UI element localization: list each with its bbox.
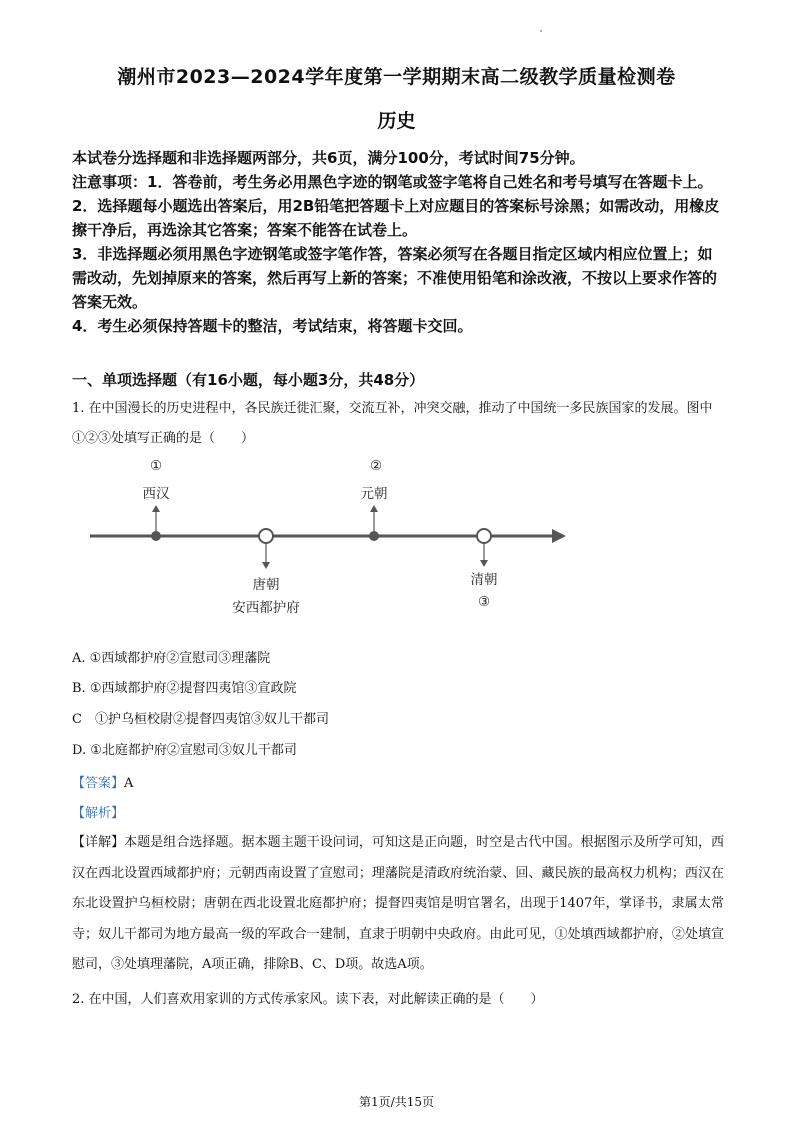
timeline-diagram	[86, 448, 576, 628]
scan-dot	[540, 30, 542, 32]
exam-instructions	[72, 146, 724, 338]
timeline-label-yuan: 元朝	[360, 486, 388, 502]
timeline-arrow-icon	[552, 529, 566, 543]
up-arrow-icon	[370, 505, 378, 512]
timeline-dot-qing	[477, 529, 491, 543]
analysis-tag: 【解析】	[72, 806, 125, 821]
instruction-line: 本试卷分选择题和非选择题两部分，共6页，满分100分，考试时间75分钟。	[72, 149, 585, 167]
answer-tag: 【答案】	[72, 776, 125, 791]
timeline-label-tang: 唐朝	[252, 577, 280, 593]
answer-line	[72, 772, 133, 791]
analysis-line	[72, 802, 124, 821]
timeline-label-xihan: 西汉	[142, 486, 170, 502]
timeline-dot-tang	[259, 529, 273, 543]
exam-subject: 历史	[377, 110, 416, 132]
timeline-label-anxi: 安西都护府	[232, 600, 300, 616]
timeline-marker-2: ②	[369, 458, 383, 474]
instruction-line: 2．选择题每小题选出答案后，用2B铅笔把答题卡上对应题目的答案标号涂黑；如需改动，用橡皮擦干净后，再选涂其它答案；答案不能答在试卷上。	[72, 197, 720, 239]
timeline-label-qing: 清朝	[470, 572, 498, 588]
exam-title: 潮州市2023—2024学年度第一学期期末高二级教学质量检测卷	[117, 66, 676, 88]
question-2-stem: 2. 在中国，人们喜欢用家训的方式传承家风。读下表，对此解读正确的是（ ）	[72, 992, 544, 1007]
option-d: D. ①北庭都护府②宣慰司③奴儿干都司	[72, 743, 297, 758]
section-title: 一、单项选择题（有16小题，每小题3分，共48分）	[72, 371, 425, 389]
question-1-detail: 【详解】本题是组合选择题。据本题主题干设问词，可知这是正向题，时空是古代中国。根据图示及所学可知，西汉在西北设置西域都护府；元朝西南设置了宣慰司；理藩院是清政府统治蒙、回、藏民族的最高权力机构；西汉在东北设置护乌桓校尉；唐朝在西北设置北庭都护府；提督四夷馆是明官署名，出现于1407年，掌译书，隶属太常寺；奴儿干都司为地方最高一级的军政合一建制，直隶于明朝中央政府。由此可见，①处填西域都护府，②处填宣慰司，③处填理藩院，A项正确，排除B、C、D项。故选A项。	[72, 835, 724, 972]
option-c: C ①护乌桓校尉②提督四夷馆③奴儿干都司	[72, 712, 329, 727]
answer-value: A	[124, 776, 134, 791]
option-b: B. ①西域都护府②提督四夷馆③宣政院	[72, 681, 297, 696]
instruction-line: 注意事项：1．答卷前，考生务必用黑色字迹的钢笔或签字笔将自己姓名和考号填写在答题卡上。	[72, 173, 713, 191]
instruction-line: 3．非选择题必须用黑色字迹钢笔或签字笔作答，答案必须写在各题目指定区域内相应位置上；如需改动，先划掉原来的答案，然后再写上新的答案；不准使用铅笔和涂改液，不按以上要求作答的答案无效。	[72, 245, 718, 311]
down-arrow-icon	[480, 560, 488, 567]
instruction-line: 4．考生必须保持答题卡的整洁，考试结束，将答题卡交回。	[72, 317, 473, 335]
timeline-dot-yuan	[369, 531, 379, 541]
page-footer: 第1页/共15页	[359, 1095, 434, 1109]
up-arrow-icon	[152, 505, 160, 512]
down-arrow-icon	[262, 562, 270, 569]
timeline-marker-1: ①	[149, 458, 163, 474]
question-1-stem: 1. 在中国漫长的历史进程中，各民族迁徙汇聚，交流互补，冲突交融，推动了中国统一多民族国家的发展。图中①②③处填写正确的是（ ）	[72, 401, 713, 446]
timeline-dot-xihan	[151, 531, 161, 541]
timeline-marker-3: ③	[477, 594, 491, 610]
option-a: A. ①西域都护府②宣慰司③理藩院	[72, 651, 271, 666]
